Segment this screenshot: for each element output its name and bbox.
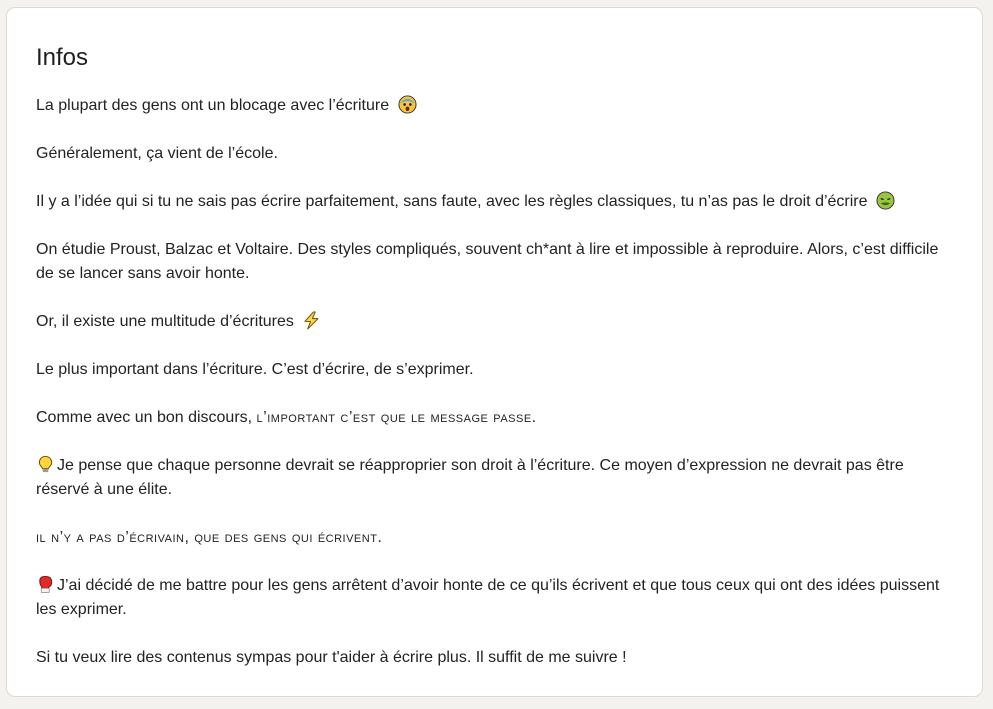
paragraph-7 bbox=[36, 406, 956, 430]
card-content bbox=[36, 94, 952, 670]
paragraph-2-text: Généralement, ça vient de l’école. bbox=[36, 145, 278, 162]
paragraph-11 bbox=[36, 646, 956, 670]
paragraph-10 bbox=[36, 574, 956, 622]
paragraph-9-smallcaps: il n’y a pas d’écrivain, que des gens qui écrivent. bbox=[36, 529, 383, 546]
lightning-icon bbox=[302, 311, 321, 330]
paragraph-3 bbox=[36, 190, 956, 214]
paragraph-7-smallcaps: l’important c’est que le message passe. bbox=[256, 409, 537, 426]
paragraph-11-text: Si tu veux lire des contenus sympas pour t'aider à écrire plus. Il suffit de me suivre ! bbox=[36, 649, 627, 666]
paragraph-7-text: Comme avec un bon discours, bbox=[36, 409, 257, 426]
paragraph-4 bbox=[36, 238, 956, 286]
paragraph-8 bbox=[36, 454, 956, 502]
paragraph-2 bbox=[36, 142, 956, 166]
paragraph-9 bbox=[36, 526, 956, 550]
paragraph-1-text: La plupart des gens ont un blocage avec l’écriture bbox=[36, 97, 390, 114]
nauseated-face-icon bbox=[876, 191, 895, 210]
paragraph-8-text: Je pense que chaque personne devrait se réapproprier son droit à l’écriture. Ce moyen d’expression ne devrait pas être réservé à une élite. bbox=[36, 457, 904, 498]
light-bulb-icon bbox=[36, 455, 55, 474]
boxing-glove-icon bbox=[36, 575, 55, 594]
paragraph-5 bbox=[36, 310, 956, 334]
paragraph-10-text: J’ai décidé de me battre pour les gens arrêtent d’avoir honte de ce qu’ils écrivent et que tous ceux qui ont des idées puissent les exprimer. bbox=[36, 577, 940, 618]
paragraph-4-text: On étudie Proust, Balzac et Voltaire. Des styles compliqués, souvent ch*ant à lire et impossible à reproduire. Alors, c’est difficile de se lancer sans avoir honte. bbox=[36, 241, 939, 282]
paragraph-3-text: Il y a l’idée qui si tu ne sais pas écrire parfaitement, sans faute, avec les règles classiques, tu n’as pas le droit d’écrire bbox=[36, 193, 868, 210]
paragraph-6 bbox=[36, 358, 956, 382]
paragraph-6-text: Le plus important dans l’écriture. C’est d’écrire, de s’exprimer. bbox=[36, 361, 474, 378]
face-screaming-fear-icon bbox=[398, 95, 417, 114]
paragraph-5-text: Or, il existe une multitude d’écritures bbox=[36, 313, 294, 330]
infos-card bbox=[6, 7, 983, 697]
card-title: Infos bbox=[36, 44, 89, 71]
paragraph-1 bbox=[36, 94, 956, 118]
